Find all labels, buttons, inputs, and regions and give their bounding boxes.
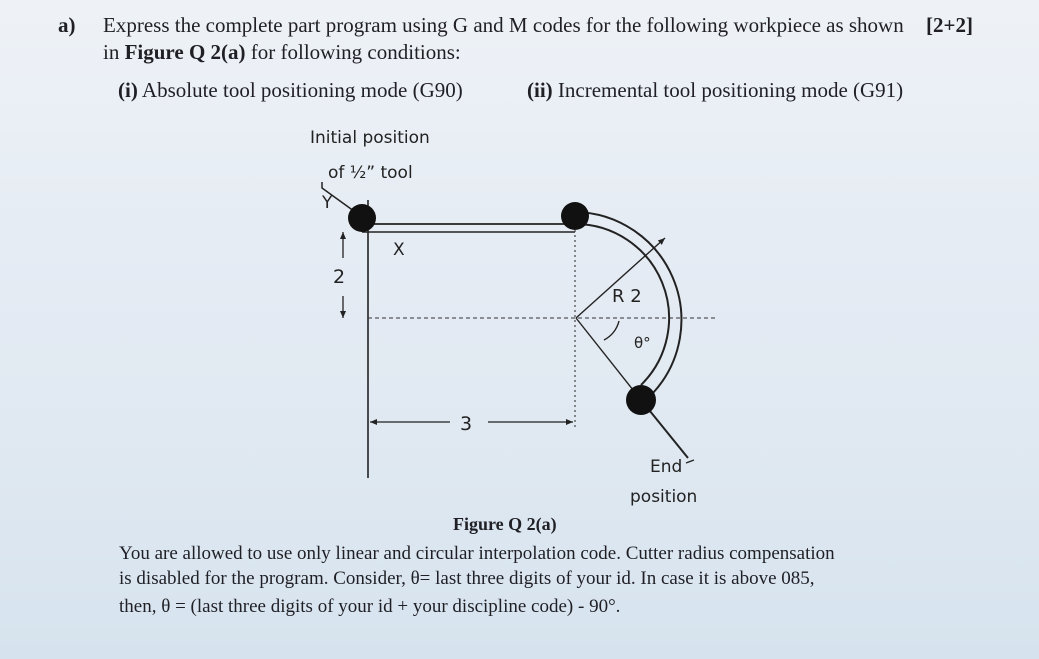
question-text-line1: Express the complete part program using G and M codes for the following workpiece as shown (103, 13, 904, 37)
y-axis-label: Y (322, 193, 333, 213)
vertical-dimension-label: 2 (333, 266, 346, 288)
figure-reference: Figure Q 2(a) (124, 40, 246, 64)
start-point (348, 204, 376, 232)
horizontal-dimension-label: 3 (460, 413, 473, 435)
question-label: a) (58, 13, 76, 37)
condition-absolute: (i) Absolute tool positioning mode (G90) (118, 78, 463, 102)
note-line2: is disabled for the program. Consider, θ= last three digits of your id. In case it is above 085, (119, 568, 815, 589)
position-label: position (630, 487, 698, 507)
end-label: End (650, 457, 683, 477)
tool-size-label: of ½” tool (328, 163, 413, 183)
arc-start-point (561, 202, 589, 230)
angle-line (576, 318, 641, 400)
note-line1: You are allowed to use only linear and circular interpolation code. Cutter radius compensation (119, 543, 835, 564)
theta-label: θ° (634, 334, 651, 352)
figure-caption: Figure Q 2(a) (453, 514, 557, 534)
marks-label: [2+2] (926, 13, 973, 37)
theta-arc (604, 321, 619, 340)
note-line3: then, θ = (last three digits of your id + your discipline code) - 90°. (119, 596, 621, 617)
radius-label: R 2 (612, 286, 642, 307)
end-leader-line (686, 460, 694, 463)
initial-position-label: Initial position (310, 128, 430, 148)
x-axis-label: X (393, 240, 405, 260)
condition-incremental: (ii) Incremental tool positioning mode (G91) (527, 78, 904, 102)
end-point (626, 385, 656, 415)
question-text-line2: in Figure Q 2(a) for following conditions: (103, 40, 461, 64)
